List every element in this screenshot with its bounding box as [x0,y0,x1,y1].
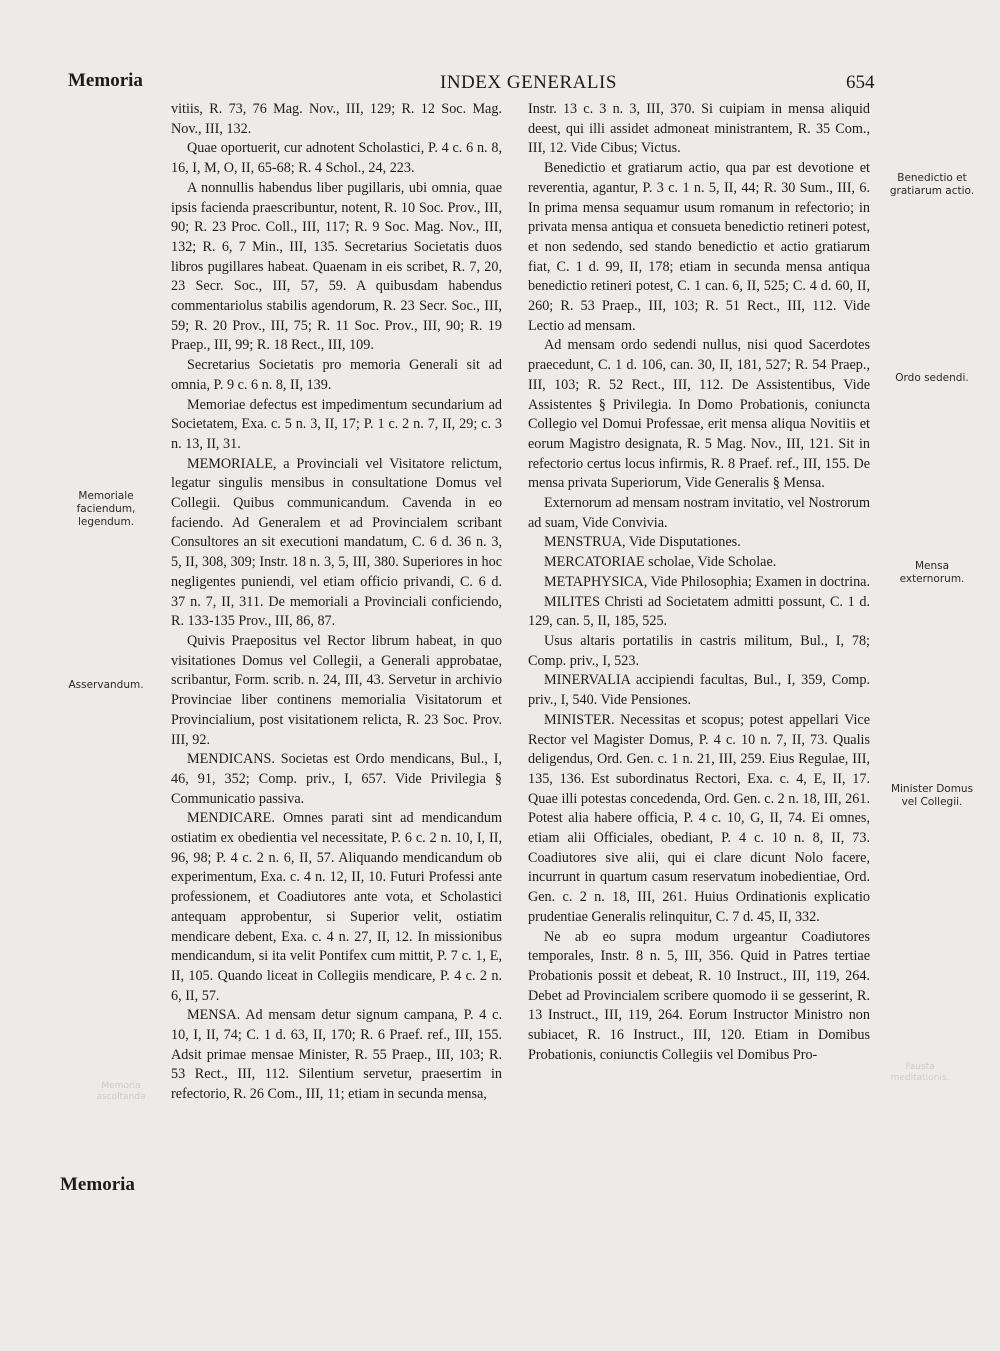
index-entry: MENDICANS. Societas est Ordo mendicans, Bul., I, 46, 91, 352; Comp. priv., I, 657. Vide Privilegia § Communicatio passiva. [171,751,502,807]
index-entry: Secretarius Societatis pro memoria Generali sit ad omnia, P. 9 c. 6 n. 8, II, 139. [171,357,502,393]
index-entry: MERCATORIAE scholae, Vide Scholae. [544,554,777,571]
running-foot-left: Memoria [60,1174,135,1195]
index-entry: Externorum ad mensam nostram invitatio, vel Nostrorum ad suam, Vide Convivia. [528,495,870,531]
page-number: 654 [846,72,875,93]
index-entry: MINERVALIA accipiendi facultas, Bul., I, 359, Comp. priv., I, 540. Vide Pensiones. [528,672,870,709]
margin-note-asservandum: Asservandum. [68,679,144,691]
index-entry: MENSA. Ad mensam detur signum campana, P. 4 c. 10, I, II, 74; C. 1 d. 63, II, 170; R. 6 Praef. ref., III, 155. Adsit primae mensae Minister, R. 55 Praep., III, 103; R. 53 Rect., III, 112. Silentium servetur, praesertim in refectorio, R. 26 Com., III, 11; etiam in secunda mensa, [171,1007,502,1103]
margin-note-benedictio: Benedictio et gratiarum actio. [889,172,975,197]
index-entry: Benedictio et gratiarum actio, qua par est devotione et reverentia, agantur, P. 3 c. 1 n. 5, II, 44; R. 30 Sum., III, 6. In prima mensa sequamur usum romanum in refectorio; in privata mensa antiqua et consueta benedictio retineri potest, et non sedendo, sed stando benedictio et actio gratiarum fiat, C. 1 d. 99, II, 178; etiam in secunda mensa antiqua benedictio retineri potest, C. 1 can. 6, II, 525; C. 4 d. 60, II, 260; R. 53 Praep., III, 103; R. 51 Rect., III, 112. Vide Lectio ad mensam. [528,160,870,334]
index-entry: Quivis Praepositus vel Rector librum habeat, in quo visitationes Domus vel Collegii, a Generali approbatae, scribantur, Form. scrib. n. 24, III, 43. Servetur in archivio Provinciae liber continens memorialia Visitatorum et Provincialium, post visitationem relicta, R. 23 Soc. Prov. III, 92. [171,632,502,748]
index-entry: Instr. 13 c. 3 n. 3, III, 370. Si cuipiam in mensa aliquid deest, qui illi assidet admoneat ministrantem, R. 35 Com., III, 12. Vide Cibus; Victus. [528,101,870,157]
index-entry: MENSTRUA, Vide Disputationes. [544,534,741,551]
right-text-column [528,100,870,1065]
index-entry: METAPHYSICA, Vide Philosophia; Examen in doctrina. [544,573,871,590]
running-head-left: Memoria [68,70,143,91]
index-entry: vitiis, R. 73, 76 Mag. Nov., III, 129; R. 12 Soc. Mag. Nov., III, 132. [171,101,502,137]
left-text-column [171,100,502,1105]
index-entry: MEMORIALE, a Provinciali vel Visitatore relictum, legatur singulis mensibus in consultatione Domus vel Collegii. Quibus communicandum. Cavenda in eo faciendo. Ad Generalem et ad Provincialem scribant Consultores an sit executioni mandatum, C. 6 d. 36 n. 3, 5, II, 308, 309; Instr. 18 n. 3, 5, III, 380. Superiores in hoc negligentes puniendi, vel etiam officio privandi, C. 6 d. 37 n. 7, II, 311. De memoriali a Provinciali conficiendo, R. 133-135 Prov., III, 86, 87. [171,455,502,630]
margin-note-memoriale: Memoriale faciendum, legendum. [76,490,136,528]
margin-note-mensa: Mensa externorum. [899,560,965,585]
index-entry: MILITES Christi ad Societatem admitti possunt, C. 1 d. 129, can. 5, II, 185, 525. [528,593,870,630]
faint-bleed-right: Fausta meditationis. [890,1062,950,1083]
margin-note-ordo: Ordo sedendi. [895,372,969,384]
index-entry: Ad mensam ordo sedendi nullus, nisi quod Sacerdotes praecedunt, C. 1 d. 106, can. 30, II, 181, 527; R. 54 Praep., III, 103; R. 52 Rect., III, 112. De Assistentibus, Vide Assistentes § Privilegia. In Domo Probationis, coniuncta Collegio vel Domui Professae, erit mensa aliqua Novitiis et eorum Magistro designata, R. 5 Mag. Nov., III, 121. Sit in refectorio certus locus infirmis, R. 8 Praef. ref., III, 155. De mensa privata Superiorum, Vide Generalis § Mensa. [528,337,870,492]
index-entry: Memoriae defectus est impedimentum secundarium ad Societatem, Exa. c. 5 n. 3, II, 17; P. 1 c. 2 n. 7, II, 29; c. 3 n. 13, II, 31. [171,396,502,452]
running-head-title: INDEX GENERALIS [440,72,617,93]
index-entry: MINISTER. Necessitas et scopus; potest appellari Vice Rector vel Magister Domus, P. 4 c. 10 n. 7, II, 73. Qualis deligendus, Ord. Gen. c. 1 n. 21, III, 259. Eius Regulae, III, 135, 136. Est subordinatus Rectori, Exa. c. 4, E, II, 17. Quae illi potestas concedenda, Ord. Gen. c. 2 n. 18, III, 261. Potest alia habere officia, P. 4 c. 10, G, II, 74. Ei omnes, etiam alii Officiales, obediant, P. 4 c. 10 n. 8, II, 73. Coadiutores sive alii, qui ei clare dicunt Nolo facere, incurrunt in quartum casum reservatum inobedientiae, Ord. Gen. c. 2 n. 18, III, 261. Huius Ordinationis explicatio prudentiae Generalis relinquitur, C. 7 d. 45, II, 332. [528,711,870,925]
index-entry: Ne ab eo supra modum urgeantur Coadiutores temporales, Instr. 8 n. 5, III, 356. Quid in Patres tertiae Probationis possit et debeat, R. 10 Instruct., III, 119, 264. Debet ad Provincialem scribere quomodo ii se gesserint, R. 13 Instruct., III, 119, 264. Eorum Instructor Ministro non subiacet, R. 16 Instruct., III, 120. Etiam in Domibus Probationis, coniunctis Collegiis vel Domibus Pro- [528,928,870,1063]
index-entry: Quae oportuerit, cur adnotent Scholastici, P. 4 c. 6 n. 8, 16, I, M, O, II, 65-68; R. 4 Schol., 24, 223. [171,140,502,177]
index-entry: Usus altaris portatilis in castris militum, Bul., I, 78; Comp. priv., I, 523. [528,632,870,669]
index-entry: A nonnullis habendus liber pugillaris, ubi omnia, quae ipsis facienda praescribuntur, notent, R. 10 Soc. Prov., III, 90; R. 23 Proc. Coll., III, 117; R. 9 Soc. Mag. Nov., III, 132; R. 6, 7 Min., III, 135. Secretarius Societatis duos libros pugillares habeat. Quaenam in eis scribet, R. 7, 20, 23 Secr. Soc., III, 57, 59. A quibusdam habendus commentariolus stabilis agendorum, R. 23 Secr. Soc., III, 59; R. 20 Prov., III, 75; R. 11 Soc. Prov., III, 90; R. 19 Praep., III, 99; R. 18 Rect., III, 109. [171,179,502,354]
faint-bleed-left: Memoria ascoltanda [96,1081,146,1102]
index-entry: MENDICARE. Omnes parati sint ad mendicandum ostiatim ex obedientia vel necessitate, P. 6 c. 2 n. 10, I, II, 96, 98; P. 4 c. 2 n. 6, II, 57. Aliquando mendicandum ob experimentum, Exa. c. 4 n. 12, II, 10. Futuri Professi ante professionem, et Coadiutores ante vota, et Scholastici antequam approbentur, si Superior velit, ostiatim mendicare debent, Exa. c. 4 n. 27, II, 12. In missionibus mendicandum, si ita velit Pontifex cum mittit, P. 7 c. 1, E, II, 105. Quando liceat in Collegiis mendicare, P. 4 c. 2 n. 6, II, 57. [171,810,502,1004]
margin-note-minister: Minister Domus vel Collegii. [890,783,974,808]
